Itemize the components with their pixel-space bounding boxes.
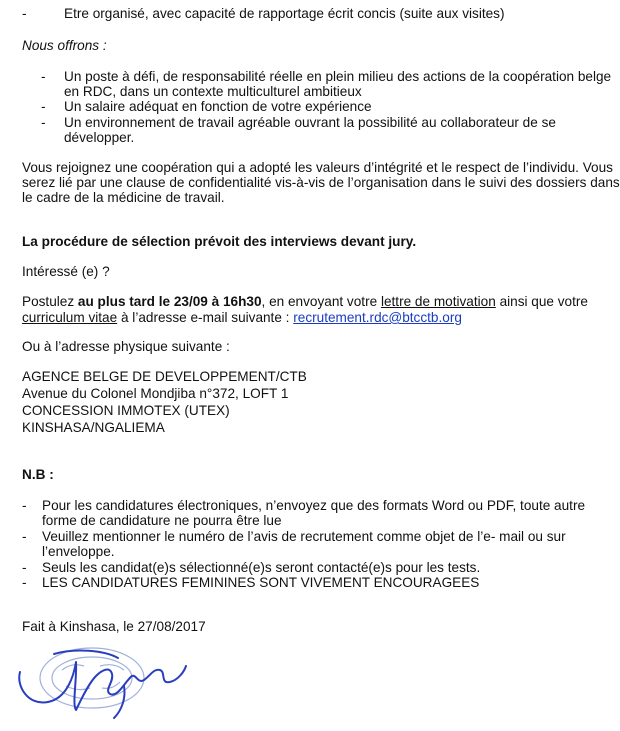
offer-2-line-1: Un salaire adéquat en fonction de votre expérience bbox=[64, 99, 372, 114]
offer-3-line-2: développer. bbox=[64, 130, 135, 145]
apply-part-3: ainsi que votre bbox=[495, 294, 588, 309]
offer-1-line-2: en RDC, dans un contexte multiculturel ambitieux bbox=[64, 84, 362, 99]
address-line-2: Avenue du Colonel Mondjiba n°372, LOFT 1 bbox=[22, 386, 289, 401]
offer-heading: Nous offrons : bbox=[22, 38, 107, 53]
email-link[interactable]: recrutement.rdc@btcctb.org bbox=[293, 310, 462, 325]
offer-dash-3: - bbox=[41, 115, 46, 130]
nb-1-line-1: Pour les candidatures électroniques, n’envoyez que des formats Word ou PDF, toute autre bbox=[42, 498, 586, 513]
apply-part-4: à l’adresse e-mail suivante : bbox=[117, 310, 294, 325]
offer-dash-1: - bbox=[41, 69, 46, 84]
top-bullet-text: Etre organisé, avec capacité de rapportage écrit concis (suite aux visites) bbox=[64, 6, 505, 21]
apply-line-2 bbox=[22, 310, 462, 326]
nb-dash-4: - bbox=[22, 575, 27, 590]
signed-date: Fait à Kinshasa, le 27/08/2017 bbox=[22, 619, 206, 634]
offer-3-line-1: Un environnement de travail agréable ouvrant la possibilité au collaborateur de se bbox=[64, 115, 556, 130]
address-line-3: CONCESSION IMMOTEX (UTEX) bbox=[22, 403, 230, 418]
physical-intro: Ou à l’adresse physique suivante : bbox=[22, 339, 230, 354]
paragraph-line-3: le cadre de la médicine de travail. bbox=[22, 190, 225, 205]
cv-text: curriculum vitae bbox=[22, 310, 118, 325]
nb-2-line-2: l’enveloppe. bbox=[42, 544, 115, 559]
offer-1-line-1: Un poste à défi, de responsabilité réelle en plein milieu des actions de la coopération belge bbox=[64, 69, 612, 84]
nb-4-line-1: LES CANDIDATURES FEMININES SONT VIVEMENT ENCOURAGEES bbox=[42, 575, 480, 590]
apply-part-2: , en envoyant votre bbox=[261, 294, 381, 309]
nb-dash-3: - bbox=[22, 560, 27, 575]
address-line-1: AGENCE BELGE DE DEVELOPPEMENT/CTB bbox=[22, 369, 307, 384]
apply-part-1: Postulez bbox=[22, 294, 78, 309]
nb-heading: N.B : bbox=[22, 467, 54, 482]
deadline-text: au plus tard le 23/09 à 16h30 bbox=[77, 294, 262, 309]
signature-stamp-image bbox=[14, 640, 214, 728]
offer-dash-2: - bbox=[41, 99, 46, 114]
interested-text: Intéressé (e) ? bbox=[22, 264, 110, 279]
cover-letter-text: lettre de motivation bbox=[380, 294, 496, 309]
paragraph-line-1: Vous rejoignez une coopération qui a adopté les valeurs d’intégrité et le respect de l’individu. Vous bbox=[22, 160, 613, 175]
bullet-dash: - bbox=[22, 6, 27, 21]
nb-dash-2: - bbox=[22, 529, 27, 544]
address-line-4: KINSHASA/NGALIEMA bbox=[22, 420, 165, 435]
paragraph-line-2: serez lié par une clause de confidentialité vis-à-vis de l’organisation dans le suivi des dossiers dans bbox=[22, 175, 620, 190]
nb-3-line-1: Seuls les candidat(e)s sélectionné(e)s seront contacté(e)s pour les tests. bbox=[42, 560, 481, 575]
nb-dash-1: - bbox=[22, 498, 27, 513]
nb-1-line-2: forme de candidature ne pourra être lue bbox=[42, 513, 282, 528]
nb-2-line-1: Veuillez mentionner le numéro de l’avis de recrutement comme objet de l’e- mail ou sur bbox=[42, 529, 566, 544]
procedure-text: La procédure de sélection prévoit des interviews devant jury. bbox=[22, 234, 417, 249]
apply-line-1 bbox=[22, 294, 610, 310]
